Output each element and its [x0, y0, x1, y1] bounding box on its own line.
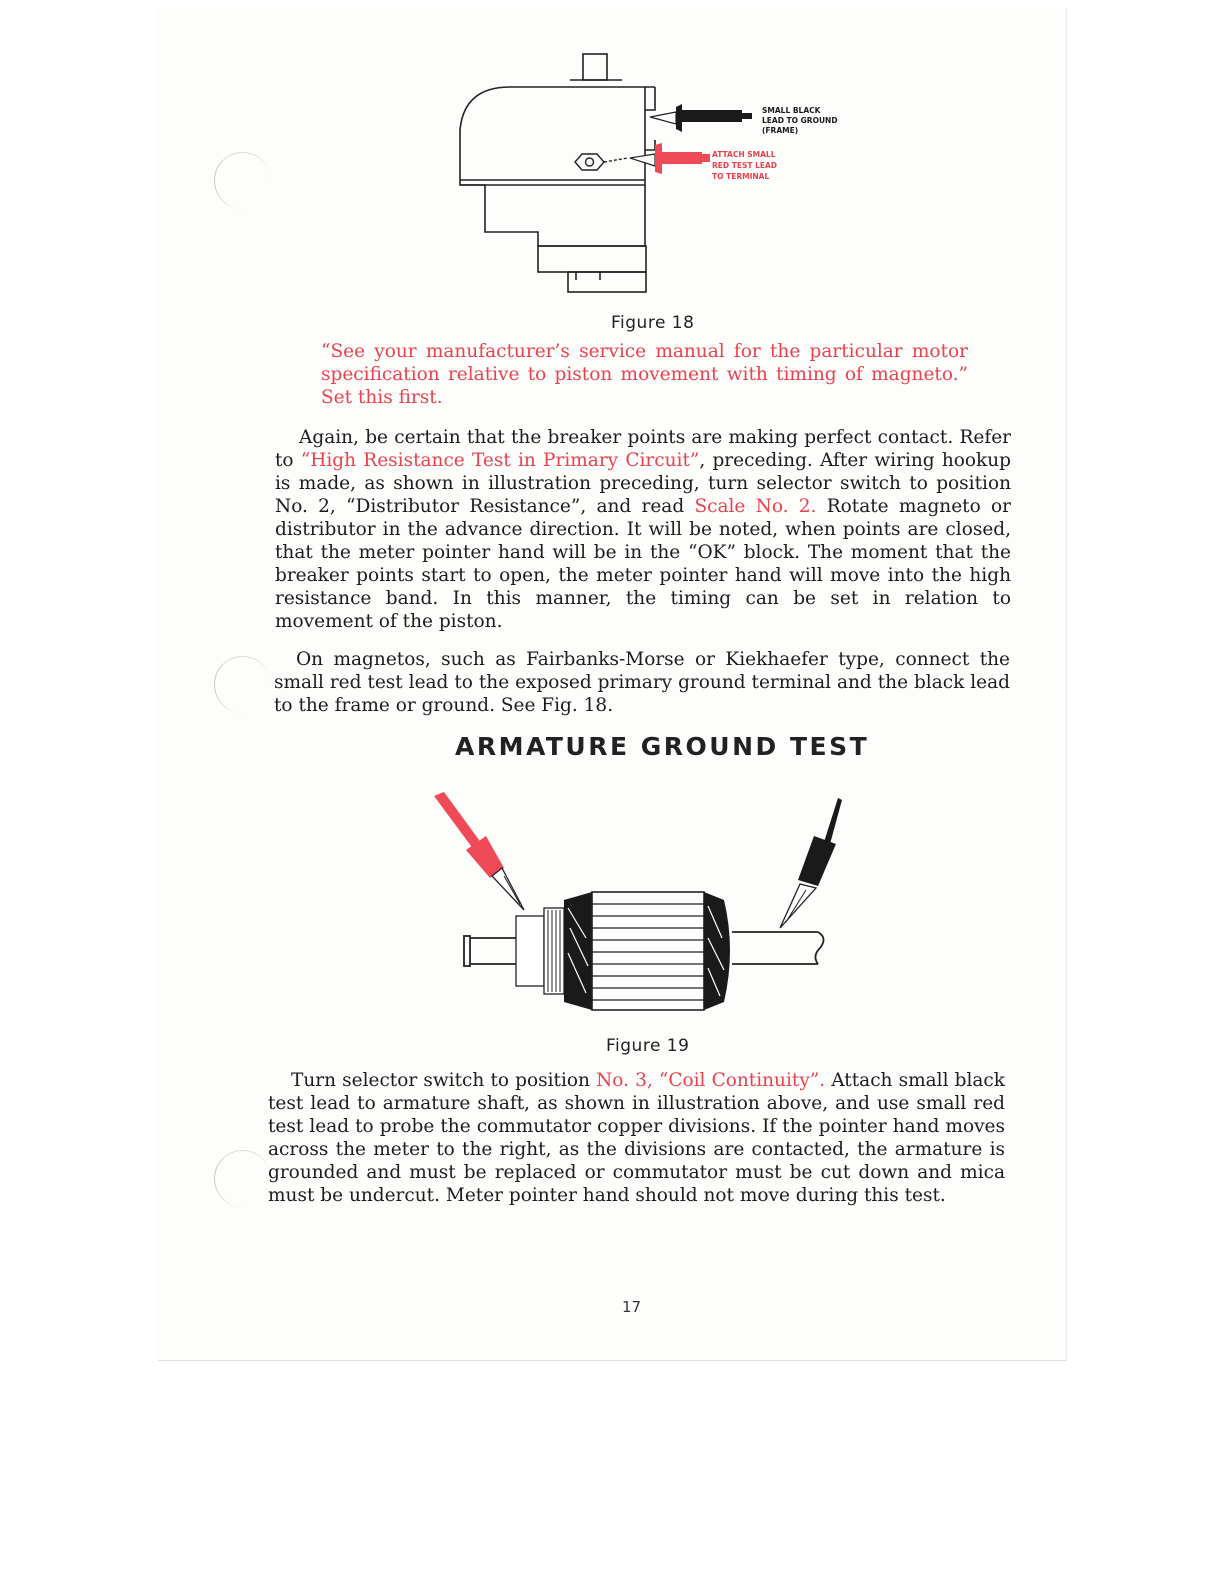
coil-continuity-reference: No. 3, “Coil Continuity”. [596, 1070, 826, 1091]
punch-hole [214, 152, 271, 209]
punch-hole [214, 656, 271, 713]
black-lead-label: LEAD TO GROUND [762, 116, 838, 125]
red-lead-label: RED TEST LEAD [712, 161, 778, 170]
magneto-paragraph: On magnetos, such as Fairbanks-Morse or Kiekhaefer type, connect the small red test lead to the exposed primary ground terminal and the black lead to the frame or ground. See Fig. 18. [274, 649, 1010, 716]
section-heading: ARMATURE GROUND TEST [455, 732, 870, 761]
red-lead-label: ATTACH SMALL [712, 150, 776, 159]
high-resistance-reference: “High Resistance Test in Primary Circuit” [300, 450, 700, 471]
punch-hole [214, 1150, 271, 1207]
armature-test-paragraph: Turn selector switch to position No. 3, “Coil Continuity”. Attach small black test lead to armature shaft, as shown in illustration above, and use small red test lead to probe the commutator copper divisions. If the pointer hand moves across the meter to the right, as the divisions are contacted, the armature is grounded and must be replaced or commutator must be cut down and mica must be undercut. Meter pointer hand should not move during this test. [268, 1070, 1005, 1206]
breaker-points-paragraph: Again, be certain that the breaker points are making perfect contact. Refer to “High Resistance Test in Primary Circuit”, preceding. After wiring hookup is made, as shown in illustration preceding, turn selector switch to position No. 2, “Distributor Resistance”, and read Scale No. 2. Rotate magneto or distributor in the advance direction. It will be noted, when points are closed, that the meter pointer hand will be in the “OK” block. The moment that the breaker points start to open, the meter pointer hand will move into the high resistance band. In this manner, the timing can be set in relation to movement of the piston. [275, 427, 1011, 632]
page-number: 17 [622, 1298, 642, 1316]
figure-18-magneto-diagram [450, 50, 870, 300]
manufacturer-note: “See your manufacturer’s service manual for the particular motor specification relative to piston movement with timing of magneto.” Set this first. [321, 341, 968, 408]
black-lead-label: SMALL BLACK [762, 106, 821, 115]
figure-19-caption: Figure 19 [606, 1036, 690, 1056]
red-lead-label: TO TERMINAL [712, 172, 770, 181]
scale-2-reference: Scale No. 2. [694, 496, 817, 517]
black-lead-label: (FRAME) [762, 126, 799, 135]
figure-18-caption: Figure 18 [611, 313, 695, 333]
figure-19-armature-diagram [420, 788, 850, 1028]
